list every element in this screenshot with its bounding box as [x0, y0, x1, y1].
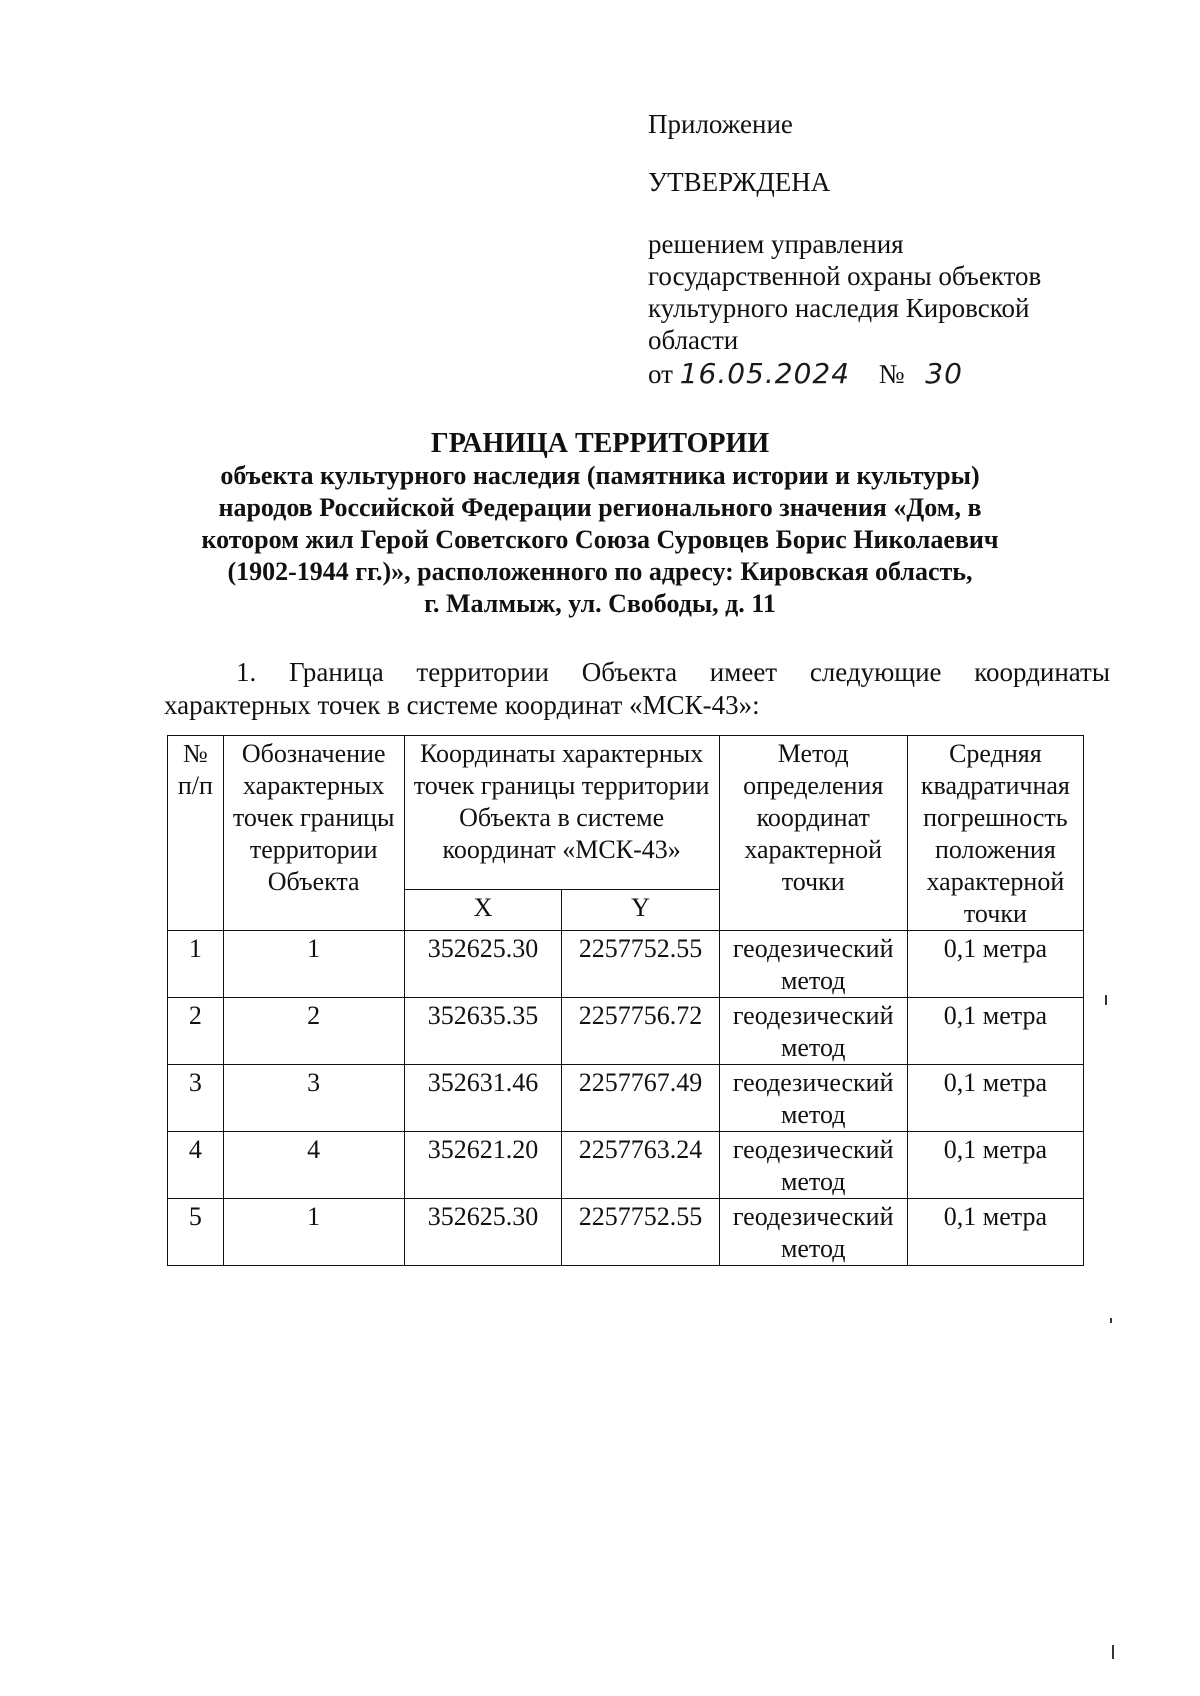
- header-error: Средняя квадратичная погрешность положения характерной точки: [907, 736, 1083, 931]
- cell-method: геодезический метод: [719, 1199, 907, 1266]
- table-row: [168, 1065, 1084, 1132]
- cell-y: 2257752.55: [562, 1199, 719, 1266]
- cell-x: 352635.35: [404, 998, 562, 1065]
- cell-mark: 2: [223, 998, 404, 1065]
- header-num: № п/п: [168, 736, 224, 931]
- table-row: [168, 1199, 1084, 1266]
- cell-error: 0,1 метра: [907, 931, 1083, 998]
- date-prefix: от: [648, 359, 673, 389]
- date-line: [648, 358, 1088, 390]
- table-row: [168, 998, 1084, 1065]
- coordinates-table: [167, 735, 1084, 1266]
- scan-speck: [1110, 1318, 1112, 1323]
- title-line: котором жил Герой Советского Союза Суровцев Борис Николаевич: [201, 525, 999, 554]
- cell-error: 0,1 метра: [907, 998, 1083, 1065]
- table-header-row: [168, 736, 1084, 890]
- decision-line: решением управления: [648, 229, 904, 259]
- cell-method: геодезический метод: [719, 931, 907, 998]
- cell-mark: 1: [223, 931, 404, 998]
- header-x: X: [404, 889, 562, 930]
- cell-num: 3: [168, 1065, 224, 1132]
- number-sign: №: [878, 359, 905, 389]
- cell-x: 352625.30: [404, 931, 562, 998]
- decision-line: государственной охраны объектов: [648, 261, 1042, 291]
- scan-speck: [1112, 1645, 1114, 1659]
- header-coords: Координаты характерных точек границы территории Объекта в системе координат «МСК-43»: [404, 736, 719, 890]
- header-mark: Обозначение характерных точек границы территории Объекта: [223, 736, 404, 931]
- header-method: Метод определения координат характерной точки: [719, 736, 907, 931]
- header-y: Y: [562, 889, 719, 930]
- title-line: народов Российской Федерации регионального значения «Дом, в: [218, 493, 982, 522]
- cell-x: 352631.46: [404, 1065, 562, 1132]
- paragraph-line-1: 1. Граница территории Объекта имеет следующие координаты: [236, 657, 1110, 687]
- cell-mark: 4: [223, 1132, 404, 1199]
- paragraph-line-2: характерных точек в системе координат «МСК-43»:: [164, 690, 760, 720]
- approved-label: УТВЕРЖДЕНА: [648, 167, 831, 197]
- decision-line: области: [648, 325, 739, 355]
- cell-mark: 3: [223, 1065, 404, 1132]
- table-row: [168, 1132, 1084, 1199]
- title-line: г. Малмыж, ул. Свободы, д. 11: [424, 589, 776, 618]
- handwritten-number: 30: [925, 357, 963, 390]
- appendix-label: Приложение: [648, 109, 793, 139]
- cell-method: геодезический метод: [719, 1065, 907, 1132]
- title-line: объекта культурного наследия (памятника истории и культуры): [220, 461, 980, 490]
- approval-block: [648, 108, 1088, 390]
- cell-error: 0,1 метра: [907, 1199, 1083, 1266]
- table-row: [168, 931, 1084, 998]
- document-title: [150, 428, 1050, 620]
- cell-y: 2257767.49: [562, 1065, 719, 1132]
- handwritten-date: 16.05.2024: [679, 357, 851, 390]
- cell-method: геодезический метод: [719, 1132, 907, 1199]
- cell-x: 352625.30: [404, 1199, 562, 1266]
- cell-x: 352621.20: [404, 1132, 562, 1199]
- title-main: ГРАНИЦА ТЕРРИТОРИИ: [430, 428, 770, 459]
- title-line: (1902-1944 гг.)», расположенного по адресу: Кировская область,: [227, 557, 973, 586]
- cell-mark: 1: [223, 1199, 404, 1266]
- cell-y: 2257752.55: [562, 931, 719, 998]
- cell-y: 2257763.24: [562, 1132, 719, 1199]
- cell-method: геодезический метод: [719, 998, 907, 1065]
- intro-paragraph: [164, 656, 1110, 722]
- cell-error: 0,1 метра: [907, 1132, 1083, 1199]
- cell-num: 4: [168, 1132, 224, 1199]
- cell-num: 2: [168, 998, 224, 1065]
- cell-error: 0,1 метра: [907, 1065, 1083, 1132]
- cell-num: 5: [168, 1199, 224, 1266]
- decision-line: культурного наследия Кировской: [648, 293, 1030, 323]
- cell-num: 1: [168, 931, 224, 998]
- scan-speck: [1105, 995, 1107, 1005]
- cell-y: 2257756.72: [562, 998, 719, 1065]
